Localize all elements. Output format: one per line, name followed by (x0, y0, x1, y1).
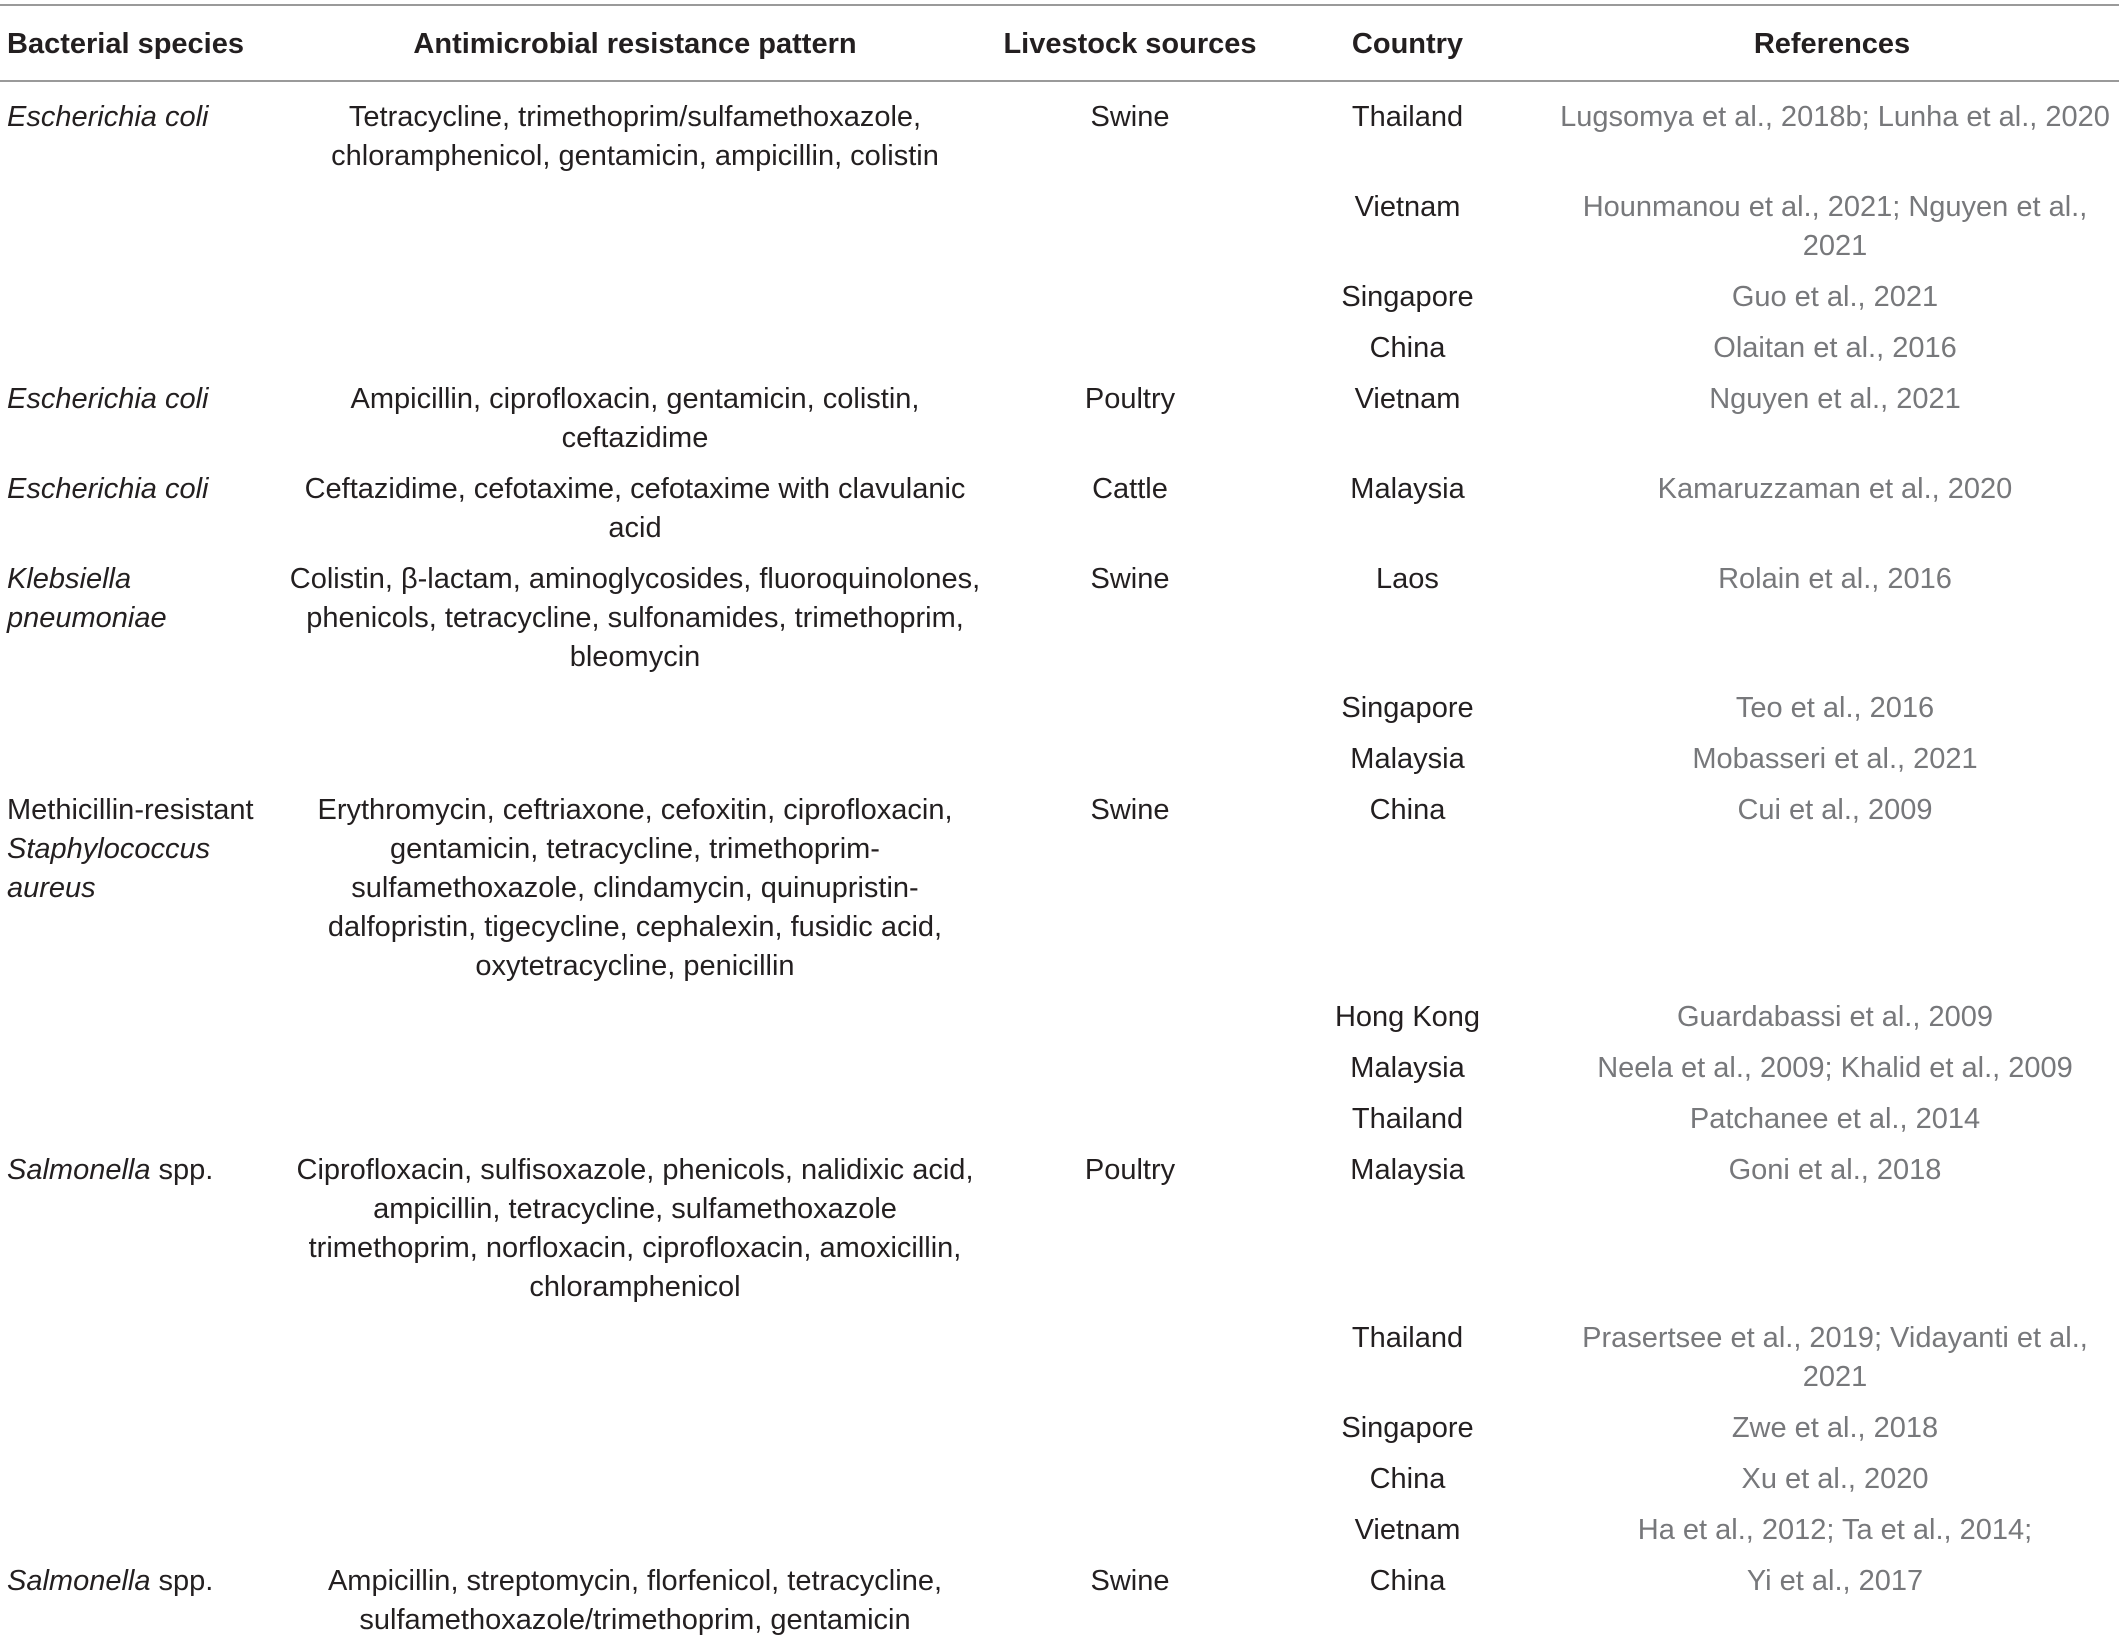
cell-resistance-pattern: Ceftazidime, cefotaxime, cefotaxime with clavulanic acid (304, 473, 966, 544)
table-row (0, 1507, 2119, 1558)
cell-livestock-source (990, 994, 1270, 1045)
cell-species (0, 1147, 280, 1315)
cell-species (0, 325, 280, 376)
cell-species (0, 1045, 280, 1096)
cell-country: Malaysia (1350, 1052, 1465, 1084)
cell-resistance-pattern (280, 1096, 990, 1147)
cell-resistance-pattern: Ampicillin, streptomycin, florfenicol, tetracycline, sulfamethoxazole/trimethoprim, gentamicin (327, 1565, 943, 1636)
cell-livestock-source (990, 184, 1270, 274)
cell-species (0, 81, 280, 184)
species-name: Salmonella (7, 1154, 151, 1186)
species-name: Salmonella (7, 1565, 151, 1597)
cell-livestock-source: Cattle (1092, 473, 1168, 505)
cell-resistance-pattern (280, 994, 990, 1045)
cell-references: Xu et al., 2020 (1741, 1463, 1929, 1495)
cell-species (0, 685, 280, 736)
cell-references: Zwe et al., 2018 (1731, 1412, 1939, 1444)
cell-species (0, 376, 280, 466)
cell-country: China (1369, 1463, 1446, 1495)
cell-livestock-source (990, 1405, 1270, 1456)
cell-resistance-pattern (280, 1507, 990, 1558)
table-row (0, 1456, 2119, 1507)
cell-references: Nguyen et al., 2021 (1709, 383, 1961, 415)
cell-country: Vietnam (1354, 1514, 1461, 1546)
cell-references: Neela et al., 2009; Khalid et al., 2009 (1597, 1052, 2073, 1084)
cell-species (0, 1456, 280, 1507)
cell-species (0, 274, 280, 325)
table-row (0, 1045, 2119, 1096)
cell-species (0, 994, 280, 1045)
cell-country: Laos (1376, 563, 1439, 595)
cell-resistance-pattern (280, 184, 990, 274)
cell-species (0, 736, 280, 787)
cell-livestock-source (990, 1096, 1270, 1147)
table-row (0, 787, 2119, 994)
table-row (0, 81, 2119, 184)
cell-species (0, 466, 280, 556)
header-row (0, 5, 2119, 81)
table-row (0, 1096, 2119, 1147)
cell-livestock-source (990, 274, 1270, 325)
table-row (0, 685, 2119, 736)
species-suffix: spp. (150, 1565, 214, 1597)
cell-references: Olaitan et al., 2016 (1713, 332, 1957, 364)
cell-species (0, 1558, 280, 1650)
resistance-table (0, 4, 2119, 1650)
cell-livestock-source (990, 1456, 1270, 1507)
cell-references: Yi et al., 2017 (1746, 1565, 1924, 1597)
cell-resistance-pattern (280, 1315, 990, 1405)
cell-references: Lugsomya et al., 2018b; Lunha et al., 2020 (1560, 101, 2110, 133)
cell-references: Cui et al., 2009 (1737, 794, 1933, 826)
table-row (0, 184, 2119, 274)
cell-country: Singapore (1341, 692, 1474, 724)
cell-country: Singapore (1341, 1412, 1474, 1444)
cell-livestock-source (990, 736, 1270, 787)
cell-species (0, 1507, 280, 1558)
table-header (0, 5, 2119, 81)
cell-resistance-pattern (280, 736, 990, 787)
species-name: Escherichia coli (7, 101, 209, 133)
table-row (0, 376, 2119, 466)
cell-species (0, 556, 280, 685)
header-species: Bacterial species (7, 28, 244, 60)
resistance-table-container (0, 4, 2119, 1650)
cell-country: Malaysia (1350, 473, 1465, 505)
table-row (0, 994, 2119, 1045)
cell-country: Singapore (1341, 281, 1474, 313)
table-row (0, 1315, 2119, 1405)
cell-resistance-pattern (280, 274, 990, 325)
cell-references: Rolain et al., 2016 (1718, 563, 1952, 595)
table-row (0, 1147, 2119, 1315)
cell-country: Thailand (1351, 1103, 1464, 1135)
cell-livestock-source (990, 1045, 1270, 1096)
cell-livestock-source (990, 1315, 1270, 1405)
table-row (0, 556, 2119, 685)
cell-references: Goni et al., 2018 (1728, 1154, 1942, 1186)
cell-references: Prasertsee et al., 2019; Vidayanti et al., 2021 (1582, 1322, 2088, 1393)
cell-resistance-pattern (280, 325, 990, 376)
cell-species (0, 1405, 280, 1456)
cell-livestock-source: Poultry (1084, 383, 1176, 415)
species-name: Escherichia coli (7, 473, 209, 505)
species-prefix: Methicillin-resistant (7, 794, 254, 826)
cell-species (0, 184, 280, 274)
species-name: Klebsiella pneumoniae (7, 563, 167, 634)
species-name: Escherichia coli (7, 383, 209, 415)
cell-references: Guo et al., 2021 (1731, 281, 1939, 313)
cell-livestock-source: Swine (1090, 1565, 1170, 1597)
cell-species (0, 1096, 280, 1147)
cell-references: Teo et al., 2016 (1735, 692, 1935, 724)
table-row (0, 1558, 2119, 1650)
cell-country: Vietnam (1354, 191, 1461, 223)
table-row (0, 325, 2119, 376)
cell-resistance-pattern: Erythromycin, ceftriaxone, cefoxitin, ciprofloxacin, gentamicin, tetracycline, trimethoprim-sulfamethoxazole, clindamycin, quinupristin-dalfopristin, tigecycline, cephalexin, fusidic acid, oxytetracycline, penicillin (317, 794, 953, 982)
cell-country: China (1369, 332, 1446, 364)
cell-livestock-source: Poultry (1084, 1154, 1176, 1186)
cell-references: Hounmanou et al., 2021; Nguyen et al., 2021 (1582, 191, 2088, 262)
species-name: Staphylococcus aureus (7, 833, 211, 904)
cell-country: Hong Kong (1334, 1001, 1481, 1033)
cell-resistance-pattern (280, 1045, 990, 1096)
cell-references: Mobasseri et al., 2021 (1692, 743, 1978, 775)
cell-resistance-pattern: Ampicillin, ciprofloxacin, gentamicin, colistin, ceftazidime (350, 383, 920, 454)
cell-references: Patchanee et al., 2014 (1689, 1103, 1981, 1135)
species-suffix: spp. (150, 1154, 214, 1186)
header-pattern: Antimicrobial resistance pattern (413, 28, 857, 60)
cell-country: Thailand (1351, 101, 1464, 133)
cell-livestock-source (990, 1507, 1270, 1558)
header-country: Country (1351, 28, 1464, 60)
cell-resistance-pattern (280, 1456, 990, 1507)
table-row (0, 274, 2119, 325)
cell-resistance-pattern: Colistin, β-lactam, aminoglycosides, fluoroquinolones, phenicols, tetracycline, sulfonamides, trimethoprim, bleomycin (289, 563, 981, 673)
table-row (0, 1405, 2119, 1456)
cell-country: Malaysia (1350, 1154, 1465, 1186)
cell-resistance-pattern (280, 1405, 990, 1456)
table-row (0, 736, 2119, 787)
cell-resistance-pattern (280, 685, 990, 736)
table-row (0, 466, 2119, 556)
cell-country: Thailand (1351, 1322, 1464, 1354)
header-source: Livestock sources (1003, 28, 1257, 60)
cell-references: Kamaruzzaman et al., 2020 (1657, 473, 2013, 505)
cell-livestock-source (990, 325, 1270, 376)
cell-references: Guardabassi et al., 2009 (1677, 1001, 1993, 1033)
cell-country: Vietnam (1354, 383, 1461, 415)
cell-species (0, 1315, 280, 1405)
cell-livestock-source (990, 685, 1270, 736)
cell-resistance-pattern: Tetracycline, trimethoprim/sulfamethoxazole, chloramphenicol, gentamicin, ampicillin, colistin (331, 101, 939, 172)
cell-references: Ha et al., 2012; Ta et al., 2014; (1637, 1514, 2033, 1546)
cell-country: China (1369, 794, 1446, 826)
cell-species (0, 787, 280, 994)
cell-country: Malaysia (1350, 743, 1465, 775)
header-references: References (1753, 28, 1911, 60)
cell-country: China (1369, 1565, 1446, 1597)
cell-livestock-source: Swine (1090, 101, 1170, 133)
cell-livestock-source: Swine (1090, 563, 1170, 595)
cell-resistance-pattern: Ciprofloxacin, sulfisoxazole, phenicols, nalidixic acid, ampicillin, tetracycline, sulfamethoxazole trimethoprim, norfloxacin, ciprofloxacin, amoxicillin, chloramphenicol (296, 1154, 974, 1303)
cell-livestock-source: Swine (1090, 794, 1170, 826)
table-body (0, 81, 2119, 1650)
